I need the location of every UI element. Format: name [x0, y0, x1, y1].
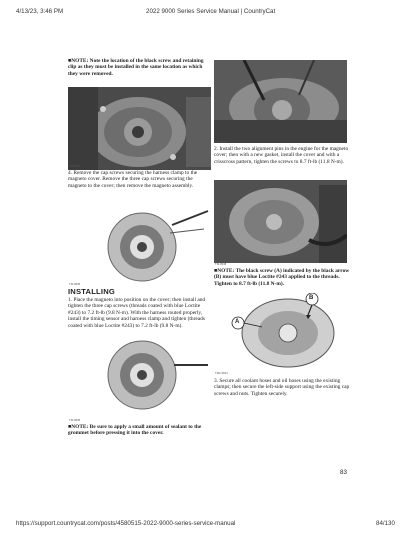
photo-magneto-cover-installed: [214, 180, 347, 263]
figure-id: TM-0535: [69, 282, 81, 286]
figure-id: TM2-3814: [215, 371, 228, 375]
note-black-screw-location: ■NOTE: Note the location of the black screw and retaining clip as they must be installed in the same location as which they were removed.: [68, 58, 204, 77]
page-title: 2022 9000 Series Service Manual | CountryCat: [146, 8, 276, 15]
note-black-screw-loctite: ■NOTE: The black screw (A) indicated by the black arrow (B) must have blue Loctite #243 applied to the threads. Tighten to 8.7 ft-lb (11.8 N-m).: [214, 268, 350, 287]
step-3-secure-hoses: 3. Secure all coolant hoses and oil hoses using the existing clamps; then secure the left-side support using the existing cap screws and nuts. Tighten securely.: [214, 378, 350, 397]
diagram-cover-callouts: [216, 293, 348, 370]
step-1-install-magneto: 1. Place the magneto into position on the cover; then install and tighten the three cap screws (threads coated with blue Loctite #243) to 7.2 ft-lb (9.8 N-m). With the harness routed properly, install the timing sensor and harness clamp and tighten (threads coated with blue Loctite #243) to 7.2 ft-lb (9.8 N-m).: [68, 297, 206, 329]
diagram-magneto-assembly: [100, 205, 210, 285]
figure-id: TM-0537: [215, 140, 227, 144]
step-4-remove-magneto: 4. Remove the cap screws securing the harness clamp to the magneto cover. Remove the three cap screws securing the magneto to the cover; then remove the magneto assembly.: [68, 170, 198, 189]
figure-id: TM-0535: [69, 418, 81, 422]
manual-page-number: 83: [340, 469, 347, 476]
section-heading-installing: INSTALLING: [68, 287, 115, 296]
callout-a-label: A: [235, 319, 240, 325]
callout-b-label: B: [309, 295, 314, 301]
diagram-magneto-installed: [100, 335, 210, 415]
photo-magneto-cover: [68, 87, 211, 170]
note-apply-sealant: ■NOTE: Be sure to apply a small amount of sealant to the grommet before pressing it into the cover.: [68, 424, 202, 437]
page-url: https://support.countrycat.com/posts/4580515-2022-9000-series-service-manual: [16, 520, 236, 527]
photo-alignment-pins: [214, 60, 347, 143]
figure-id: TM-0538: [215, 262, 227, 266]
print-datetime: 4/13/23, 3:46 PM: [16, 8, 64, 15]
figure-id: TM-0534: [69, 164, 81, 168]
step-2-install-cover: 2. Install the two alignment pins in the engine for the magneto cover; then with a new gasket, install the cover and with a crisscross pattern, tighten the screws to 8.7 ft-lb (11.8 N-m).: [214, 146, 349, 165]
print-page-count: 84/130: [376, 520, 395, 527]
